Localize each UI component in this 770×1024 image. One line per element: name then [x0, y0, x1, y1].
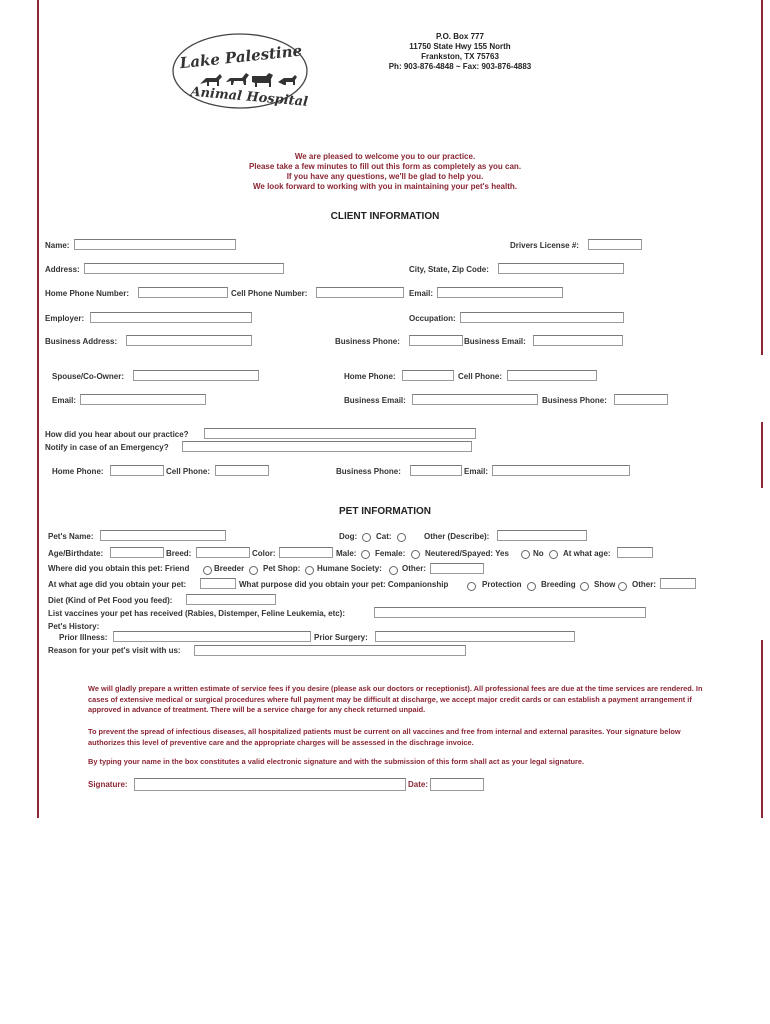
neutered-age-label: At what age: [563, 549, 611, 558]
city-state-zip-label: City, State, Zip Code: [409, 265, 489, 274]
cell-phone-label: Cell Phone Number: [231, 289, 308, 298]
female-radio[interactable] [411, 550, 420, 559]
visit-reason-label: Reason for your pet's visit with us: [48, 646, 181, 655]
business-email-field[interactable] [533, 335, 623, 346]
spouse-business-email-field[interactable] [412, 394, 538, 405]
address-label: Address: [45, 265, 80, 274]
neutered-no-radio[interactable] [549, 550, 558, 559]
right-border-rule-bottom [761, 640, 763, 818]
emergency-cell-phone-field[interactable] [215, 465, 269, 476]
male-radio[interactable] [361, 550, 370, 559]
spouse-business-email-label: Business Email: [344, 396, 406, 405]
email-label: Email: [409, 289, 434, 298]
spouse-home-phone-field[interactable] [402, 370, 454, 381]
business-email-label: Business Email: [464, 337, 526, 346]
pet-section-title: PET INFORMATION [338, 506, 432, 517]
prior-surgery-label: Prior Surgery: [314, 633, 368, 642]
companionship-radio[interactable] [467, 582, 476, 591]
purpose-other-field[interactable] [660, 578, 696, 589]
welcome-line: If you have any questions, we'll be glad to help you. [286, 172, 484, 181]
name-label: Name: [45, 241, 70, 250]
address-block [330, 32, 590, 72]
drivers-license-label: Drivers License #: [510, 241, 579, 250]
neutered-age-field[interactable] [617, 547, 653, 558]
signature-field[interactable] [134, 778, 406, 791]
spouse-home-phone-label: Home Phone: [344, 372, 396, 381]
vaccines-label: List vaccines your pet has received (Rabies, Distemper, Feline Leukemia, etc): [48, 609, 346, 618]
visit-reason-field[interactable] [194, 645, 466, 656]
date-label: Date: [408, 780, 429, 789]
business-phone-label: Business Phone: [335, 337, 400, 346]
color-label: Color: [252, 549, 276, 558]
prior-surgery-field[interactable] [375, 631, 575, 642]
employer-label: Employer: [45, 314, 85, 323]
obtain-age-field[interactable] [200, 578, 236, 589]
emergency-business-phone-label: Business Phone: [336, 467, 401, 476]
spouse-label: Spouse/Co-Owner: [52, 372, 125, 381]
pet-name-field[interactable] [100, 530, 226, 541]
pet-shop-radio[interactable] [305, 566, 314, 575]
emergency-email-field[interactable] [492, 465, 630, 476]
spouse-cell-phone-label: Cell Phone: [458, 372, 503, 381]
diet-label: Diet (Kind of Pet Food you feed): [48, 596, 173, 605]
age-birthdate-label: Age/Birthdate: [48, 549, 104, 558]
spouse-email-label: Email: [52, 396, 77, 405]
obtain-age-label: At what age did you obtain your pet: [48, 580, 187, 589]
address-line: P.O. Box 777 [436, 32, 484, 41]
emergency-cell-phone-label: Cell Phone: [166, 467, 211, 476]
logo-emblem-icon [170, 32, 310, 110]
friend-radio[interactable] [203, 566, 212, 575]
color-field[interactable] [279, 547, 333, 558]
spouse-field[interactable] [133, 370, 259, 381]
vaccines-field[interactable] [374, 607, 646, 618]
dog-radio[interactable] [362, 533, 371, 542]
humane-society-radio[interactable] [389, 566, 398, 575]
neutered-yes-radio[interactable] [521, 550, 530, 559]
breeding-radio[interactable] [580, 582, 589, 591]
obtain-other-label: Other: [402, 564, 426, 573]
male-label: Male: [336, 549, 357, 558]
breed-label: Breed: [166, 549, 192, 558]
cat-label: Cat: [376, 532, 392, 541]
humane-society-label: Humane Society: [317, 564, 382, 573]
welcome-line: We are pleased to welcome you to our practice. [294, 152, 476, 161]
prior-illness-field[interactable] [113, 631, 311, 642]
breeding-label: Breeding [541, 580, 576, 589]
svg-text:Animal Hospital: Animal Hospital [189, 84, 309, 110]
welcome-line: Please take a few minutes to fill out this form as completely as you can. [248, 162, 522, 171]
emergency-home-phone-label: Home Phone: [52, 467, 104, 476]
signature-label: Signature: [88, 780, 128, 789]
client-section-title: CLIENT INFORMATION [330, 211, 440, 222]
fees-disclosure: We will gladly prepare a written estimate of service fees if you desire (please ask our doctors or receptionist). All professional fees are due at the time services are rendered. In cases of extensive medical or surgical procedures where full payment may be difficult at discharge, we accept major credit cards or can establish a payment arrangement if approved in advance of treatment. There will be a service charge for any check returned unpaid. [88, 684, 703, 714]
esignature-disclosure: By typing your name in the box constitutes a valid electronic signature and with the submission of this form shall act as your legal signature. [88, 757, 585, 766]
prior-illness-label: Prior Illness: [59, 633, 108, 642]
business-address-label: Business Address: [45, 337, 118, 346]
other-describe-field[interactable] [497, 530, 587, 541]
pet-name-label: Pet's Name: [48, 532, 94, 541]
breeder-radio[interactable] [249, 566, 258, 575]
purpose-label: What purpose did you obtain your pet: Companionship [239, 580, 449, 589]
dog-label: Dog: [339, 532, 358, 541]
hospital-logo [170, 32, 310, 110]
neutered-no-label: No [533, 549, 544, 558]
age-birthdate-field[interactable] [110, 547, 164, 558]
email-field[interactable] [437, 287, 563, 298]
emergency-contact-label: Notify in case of an Emergency? [45, 443, 169, 452]
obtain-other-field[interactable] [430, 563, 484, 574]
emergency-business-phone-field[interactable] [410, 465, 462, 476]
emergency-home-phone-field[interactable] [110, 465, 164, 476]
left-border-rule [37, 0, 39, 818]
other-describe-label: Other (Describe): [424, 532, 490, 541]
obtain-source-label: Where did you obtain this pet: Friend [48, 564, 190, 573]
right-border-rule-mid [761, 422, 763, 488]
diet-field[interactable] [186, 594, 276, 605]
emergency-email-label: Email: [464, 467, 489, 476]
cell-phone-field[interactable] [316, 287, 404, 298]
vaccination-disclosure: To prevent the spread of infectious diseases, all hospitalized patients must be current on all vaccines and free from internal and external parasites. Your signature below authorizes this level of preventive care and the appropriate charges will be assessed in the dischrage invoice. [88, 727, 681, 747]
address-line: 11750 State Hwy 155 North [409, 42, 511, 51]
show-label: Show [594, 580, 616, 589]
purpose-other-label: Other: [632, 580, 656, 589]
welcome-line: We look forward to working with you in maintaining your pet's health. [253, 182, 517, 191]
spouse-email-field[interactable] [80, 394, 206, 405]
employer-field[interactable] [90, 312, 252, 323]
contact-line: Ph: 903-876-4848 ~ Fax: 903-876-4883 [388, 62, 532, 71]
business-address-field[interactable] [126, 335, 252, 346]
spouse-business-phone-field[interactable] [614, 394, 668, 405]
protection-label: Protection [482, 580, 522, 589]
pet-shop-label: Pet Shop: [263, 564, 301, 573]
home-phone-field[interactable] [138, 287, 228, 298]
protection-radio[interactable] [527, 582, 536, 591]
cat-radio[interactable] [397, 533, 406, 542]
pet-history-label: Pet's History: [48, 622, 100, 631]
breed-field[interactable] [196, 547, 250, 558]
occupation-label: Occupation: [409, 314, 456, 323]
svg-text:Lake Palestine: Lake Palestine [178, 41, 303, 73]
emergency-contact-field[interactable] [182, 441, 472, 452]
name-field[interactable] [74, 239, 236, 250]
drivers-license-field[interactable] [588, 239, 642, 250]
address-line: Frankston, TX 75763 [421, 52, 499, 61]
spouse-business-phone-label: Business Phone: [542, 396, 607, 405]
referral-label: How did you hear about our practice? [45, 430, 189, 439]
referral-field[interactable] [204, 428, 476, 439]
address-field[interactable] [84, 263, 284, 274]
home-phone-label: Home Phone Number: [45, 289, 130, 298]
female-label: Female: [375, 549, 406, 558]
spouse-cell-phone-field[interactable] [507, 370, 597, 381]
city-state-zip-field[interactable] [498, 263, 624, 274]
occupation-field[interactable] [460, 312, 624, 323]
show-radio[interactable] [618, 582, 627, 591]
date-field[interactable] [430, 778, 484, 791]
neutered-yes-label: Neutered/Spayed: Yes [425, 549, 509, 558]
breeder-label: Breeder [214, 564, 245, 573]
welcome-message [0, 152, 770, 192]
business-phone-field[interactable] [409, 335, 463, 346]
